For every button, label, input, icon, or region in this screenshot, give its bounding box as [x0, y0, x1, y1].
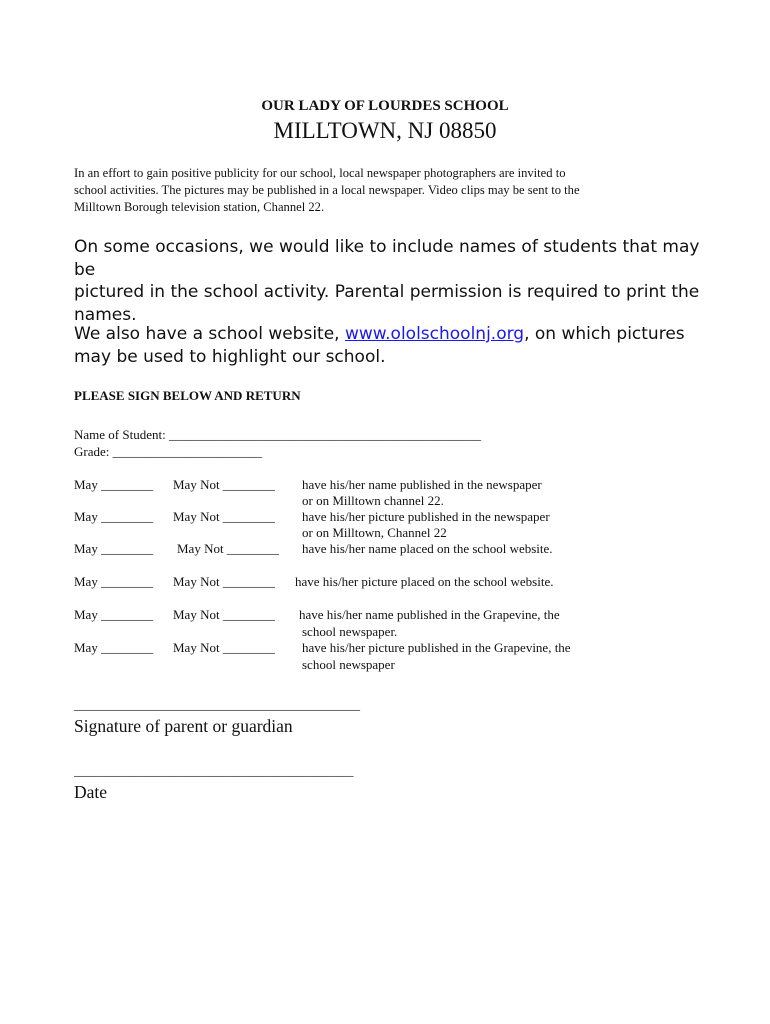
option-text: school newspaper.	[302, 624, 398, 639]
intro-line: Milltown Borough television station, Channel 22.	[74, 200, 325, 214]
option-text: have his/her picture published in the newspaper	[302, 509, 550, 524]
website-paragraph	[74, 323, 714, 368]
names-line: On some occasions, we would like to include names of students that may be	[74, 237, 700, 280]
signature-line[interactable]: ____________________________________________	[74, 697, 360, 712]
may-not-blank[interactable]: May Not ________	[177, 541, 279, 556]
may-not-blank[interactable]: May Not ________	[173, 477, 275, 492]
student-name-field[interactable]: Name of Student: ________________________________________________	[74, 427, 481, 442]
option-text: have his/her name placed on the school website.	[302, 541, 553, 556]
intro-line: In an effort to gain positive publicity for our school, local newspaper photographers are invited to	[74, 166, 566, 180]
option-text: school newspaper	[302, 657, 395, 672]
may-not-blank[interactable]: May Not ________	[173, 509, 275, 524]
may-not-blank[interactable]: May Not ________	[173, 574, 275, 589]
may-blank[interactable]: May ________	[74, 477, 154, 492]
may-blank[interactable]: May ________	[74, 541, 154, 556]
option-text: have his/her name published in the newspaper	[302, 477, 542, 492]
school-name: OUR LADY OF LOURDES SCHOOL	[261, 98, 509, 114]
date-label: Date	[74, 782, 108, 802]
option-text: or on Milltown channel 22.	[302, 493, 444, 508]
option-text: or on Milltown, Channel 22	[302, 525, 447, 540]
intro-line: school activities. The pictures may be published in a local newspaper. Video clips may be sent to the	[74, 183, 580, 197]
names-line: names.	[74, 304, 137, 325]
may-not-blank[interactable]: May Not ________	[173, 640, 275, 655]
option-text: have his/her picture placed on the school website.	[295, 574, 554, 589]
website-text-before: We also have a school website,	[74, 324, 345, 344]
grade-field[interactable]: Grade: _______________________	[74, 444, 263, 459]
option-text: have his/her name published in the Grapevine, the	[299, 607, 560, 622]
school-website-link[interactable]: www.ololschoolnj.org	[345, 324, 525, 344]
website-line: may be used to highlight our school.	[74, 346, 386, 367]
sign-return-heading: PLEASE SIGN BELOW AND RETURN	[74, 388, 301, 403]
website-line	[74, 323, 714, 346]
signature-label: Signature of parent or guardian	[74, 716, 293, 736]
names-paragraph	[74, 236, 714, 326]
date-line[interactable]: ___________________________________________	[74, 763, 354, 778]
may-blank[interactable]: May ________	[74, 574, 154, 589]
may-not-blank[interactable]: May Not ________	[173, 607, 275, 622]
may-blank[interactable]: May ________	[74, 640, 154, 655]
option-text: have his/her picture published in the Grapevine, the	[302, 640, 571, 655]
may-blank[interactable]: May ________	[74, 509, 154, 524]
may-blank[interactable]: May ________	[74, 607, 154, 622]
school-location: MILLTOWN, NJ 08850	[273, 118, 497, 143]
names-line: pictured in the school activity. Parental permission is required to print the	[74, 282, 700, 302]
website-text-after: , on which pictures	[524, 324, 685, 344]
intro-paragraph	[74, 165, 704, 216]
